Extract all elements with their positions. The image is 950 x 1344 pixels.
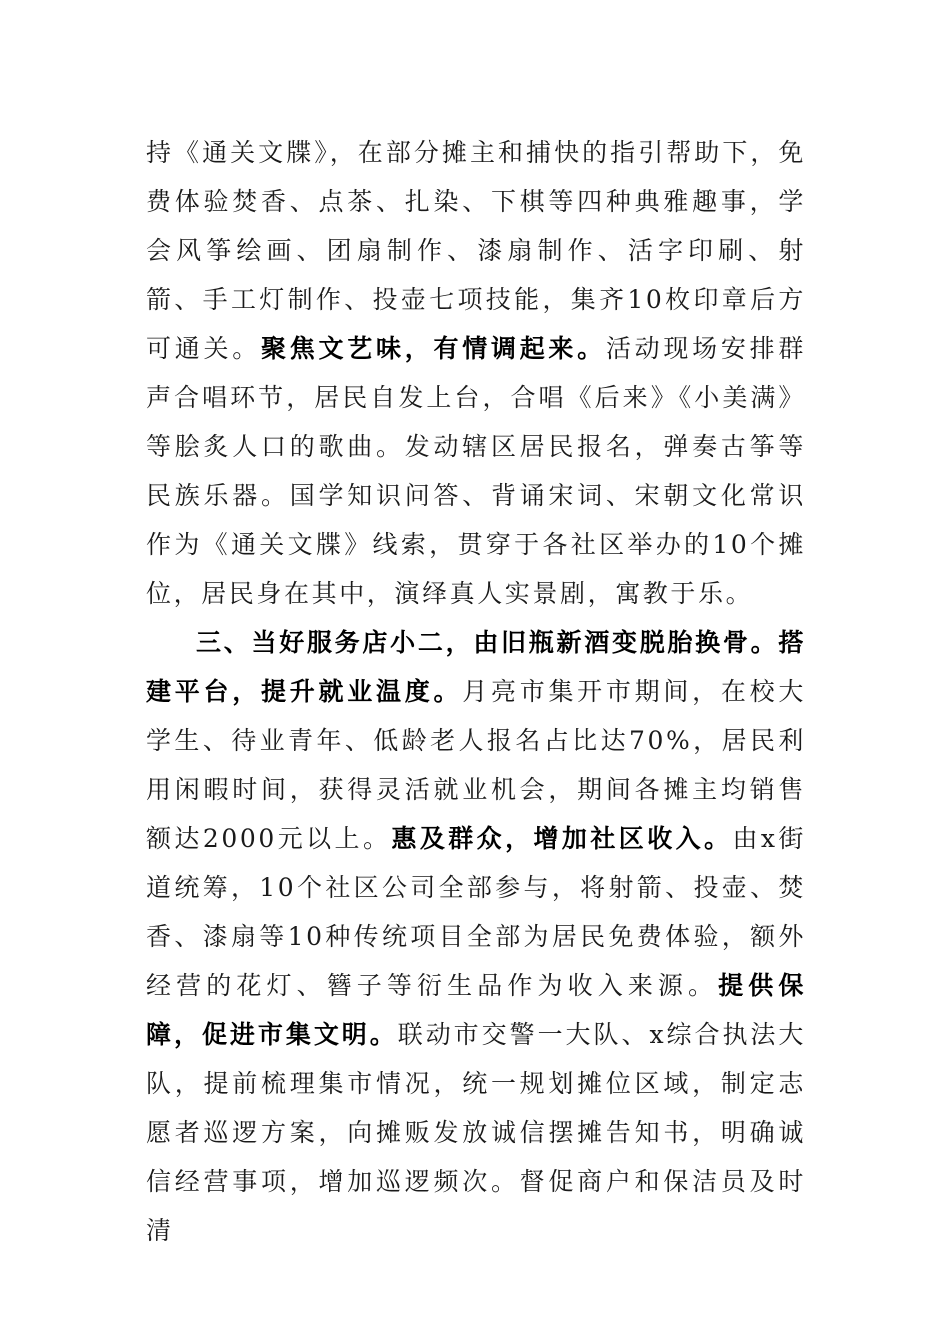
paragraph-2-heading-3: 提供保障，促进市集文明。 — [146, 971, 806, 1049]
paragraph-2-text-3: 联动市交警一大队、x综合执法大队，提前梳理集市情况，统一规划摊位区域，制定志愿者巡逻方案，向摊贩发放诚信摆摊告知书，明确诚信经营事项，增加巡逻频次。督促商户和保洁员及时清 — [146, 1020, 806, 1245]
paragraph-2-heading-1: 搭建平台，提升就业温度。 — [146, 628, 806, 706]
paragraph-1-heading-1: 聚焦文艺味，有情调起来。 — [260, 334, 606, 363]
paragraph-2 — [146, 618, 806, 1255]
paragraph-2-text-1: 月亮市集开市期间，在校大学生、待业青年、低龄老人报名占比达70%，居民利用闲暇时间，获得灵活就业机会，期间各摊主均销售额达2000元以上。 — [146, 677, 806, 853]
paragraph-1-text-1: 持《通关文牒》，在部分摊主和捕快的指引帮助下，免费体验焚香、点茶、扎染、下棋等四种典雅趣事，学会风筝绘画、团扇制作、漆扇制作、活字印刷、射箭、手工灯制作、投壶七项技能，集齐10枚印章后方可通关。 — [146, 138, 806, 363]
paragraph-2-text-2: 由x街道统筹，10个社区公司全部参与，将射箭、投壶、焚香、漆扇等10种传统项目全部为居民免费体验，额外经营的花灯、簪子等衍生品作为收入来源。 — [146, 824, 807, 1000]
section-heading-3: 三、当好服务店小二，由旧瓶新酒变脱胎换骨。 — [196, 628, 779, 657]
paragraph-1-text-2: 活动现场安排群声合唱环节，居民自发上台，合唱《后来》《小美满》等脍炙人口的歌曲。发动辖区居民报名，弹奏古筝等民族乐器。国学知识问答、背诵宋词、宋朝文化常识作为《通关文牒》线索，贯穿于各社区举办的10个摊位，居民身在其中，演绎真人实景剧，寓教于乐。 — [146, 334, 807, 608]
paragraph-1 — [146, 128, 806, 618]
paragraph-2-heading-2: 惠及群众，增加社区收入。 — [391, 824, 733, 853]
document-body — [146, 128, 806, 1255]
